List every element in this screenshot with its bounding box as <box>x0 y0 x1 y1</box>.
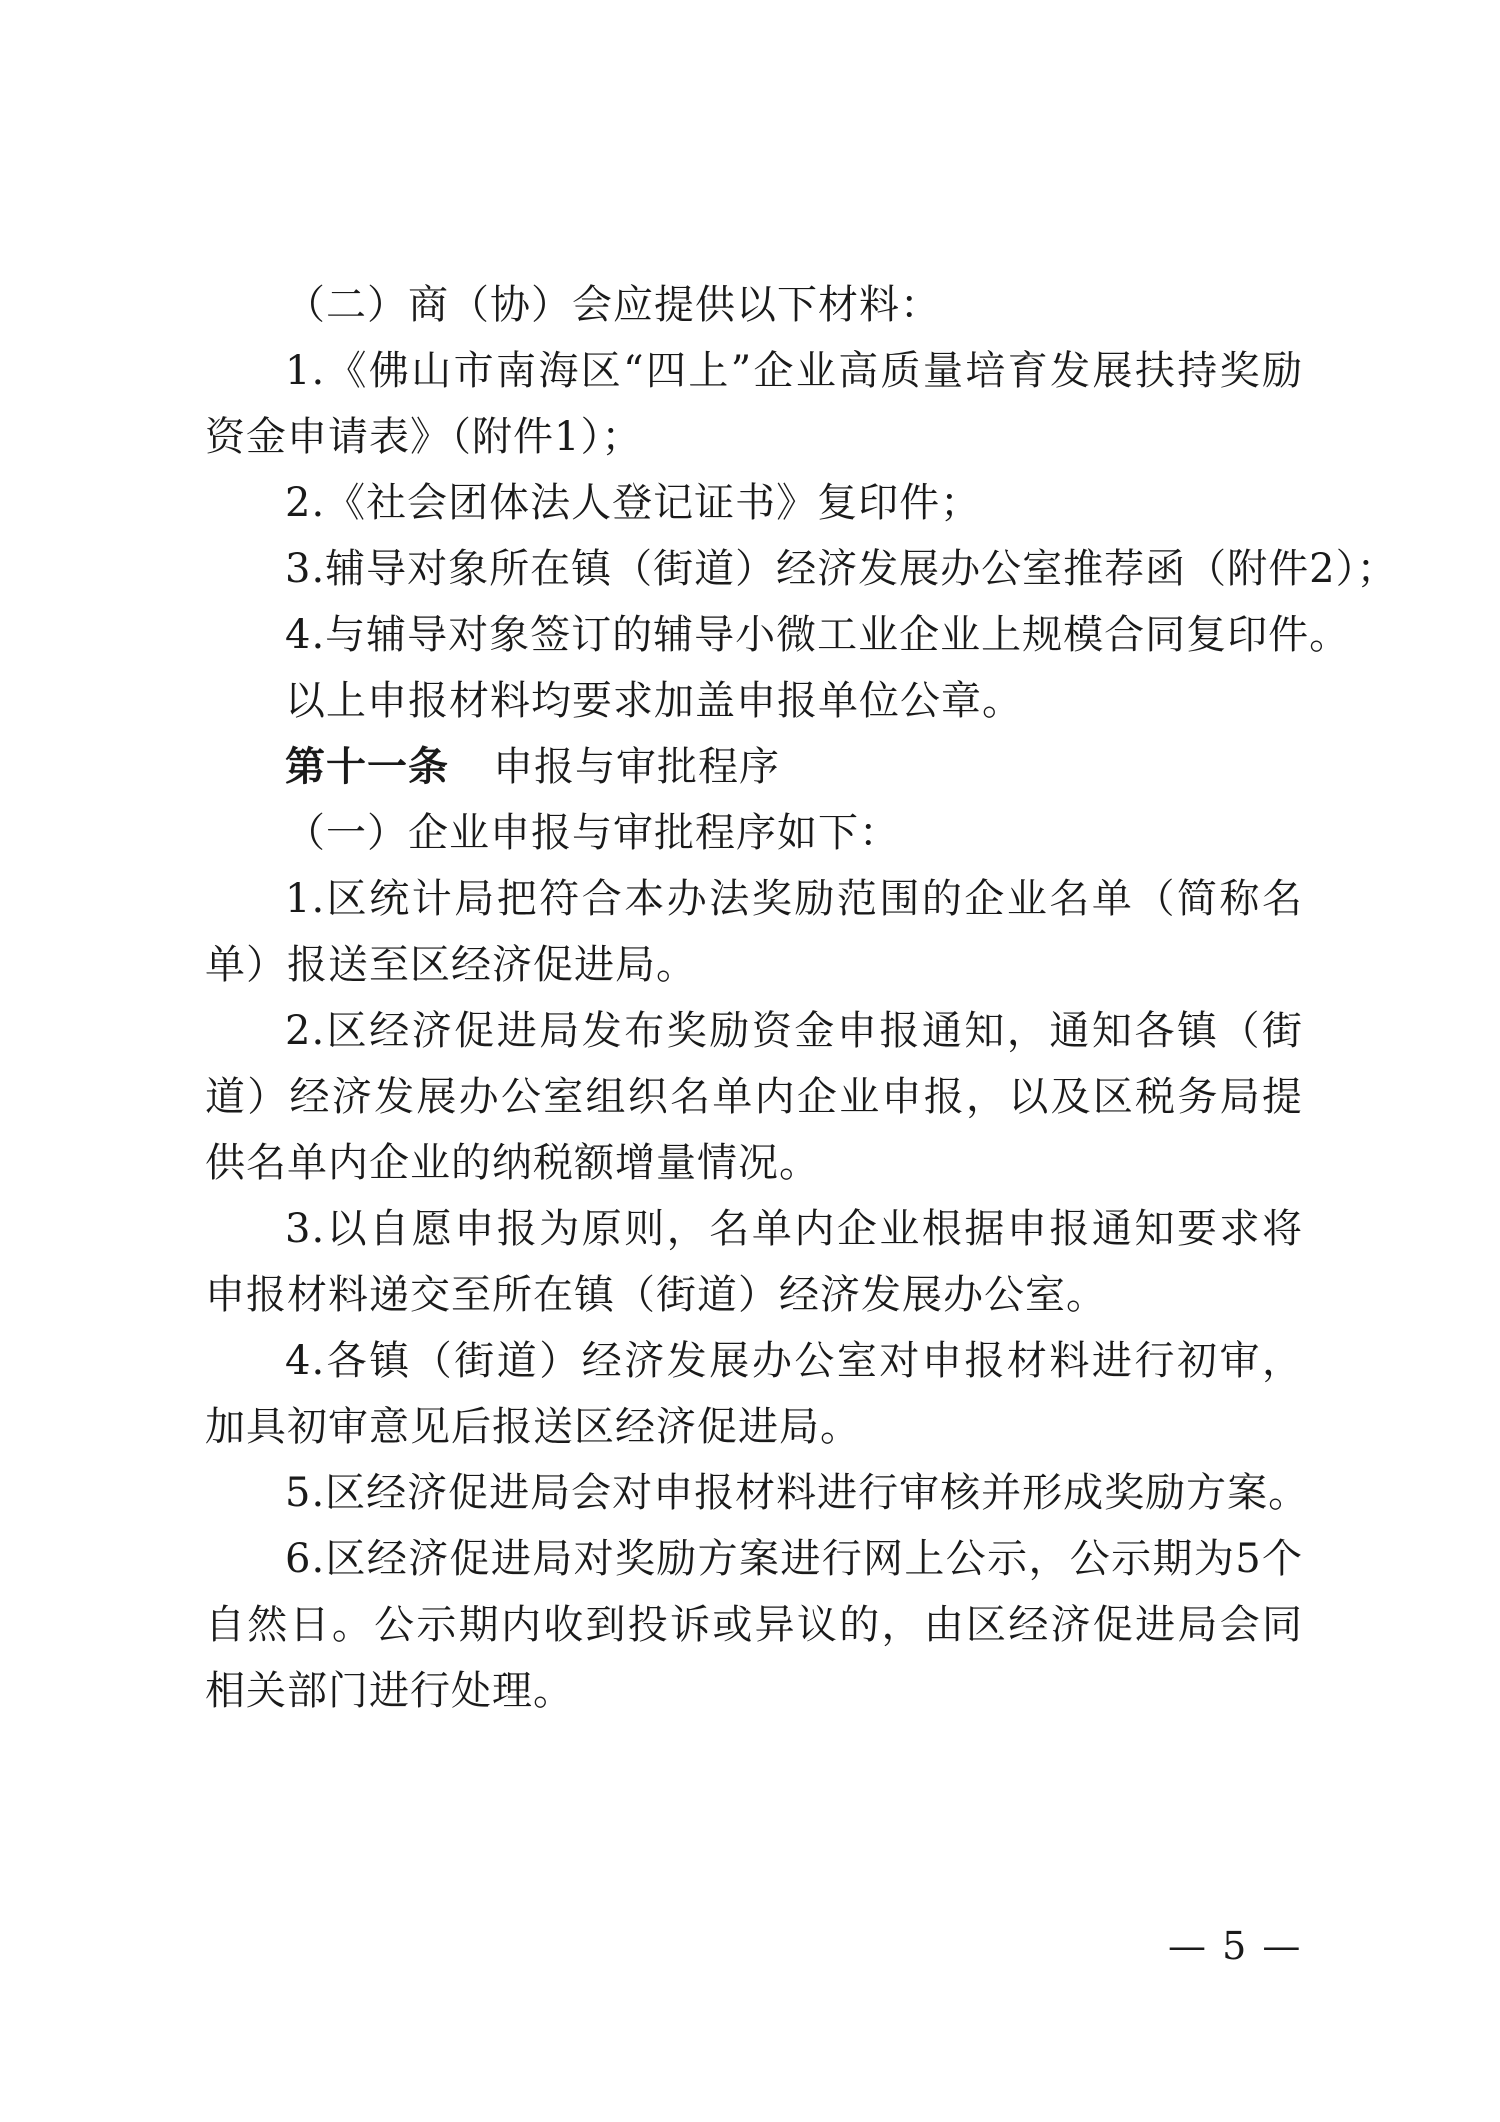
page-number: — 5 — <box>1168 1924 1303 1968</box>
paragraph-item-4: 4.与辅导对象签订的辅导小微工业企业上规模合同复印件。 <box>285 612 1351 658</box>
paragraph-step-4: 4.各镇（街道）经济发展办公室对申报材料进行初审，加具初审意见后报送区经济促进局。 <box>205 1338 1303 1450</box>
paragraph-item-3: 3.辅导对象所在镇（街道）经济发展办公室推荐函（附件2）； <box>285 546 1398 592</box>
paragraph-step-2: 2.区经济促进局发布奖励资金申报通知，通知各镇（街道）经济发展办公室组织名单内企业申报，以及区税务局提供名单内企业的纳税额增量情况。 <box>205 1008 1303 1186</box>
paragraph-item-1: 1.《佛山市南海区“四上”企业高质量培育发展扶持奖励资金申请表》（附件1）； <box>205 348 1303 460</box>
paragraph-step-1: 1.区统计局把符合本办法奖励范围的企业名单（简称名单）报送至区经济促进局。 <box>205 876 1303 988</box>
paragraph-step-3: 3.以自愿申报为原则，名单内企业根据申报通知要求将申报材料递交至所在镇（街道）经济发展办公室。 <box>205 1206 1303 1318</box>
document-body <box>205 272 1398 1724</box>
article-title: 申报与审批程序 <box>493 744 780 790</box>
paragraph-materials-heading: （二）商（协）会应提供以下材料： <box>285 282 941 328</box>
paragraph-seal-note: 以上申报材料均要求加盖申报单位公章。 <box>285 678 1023 724</box>
article-number: 第十一条 <box>285 744 449 790</box>
paragraph-procedure-heading: （一）企业申报与审批程序如下： <box>285 810 900 856</box>
paragraph-step-6: 6.区经济促进局对奖励方案进行网上公示，公示期为5个自然日。公示期内收到投诉或异议的，由区经济促进局会同相关部门进行处理。 <box>205 1536 1303 1714</box>
paragraph-step-5: 5.区经济促进局会对申报材料进行审核并形成奖励方案。 <box>285 1470 1310 1516</box>
paragraph-item-2: 2.《社会团体法人登记证书》复印件； <box>285 480 982 526</box>
article-heading <box>205 734 1303 800</box>
